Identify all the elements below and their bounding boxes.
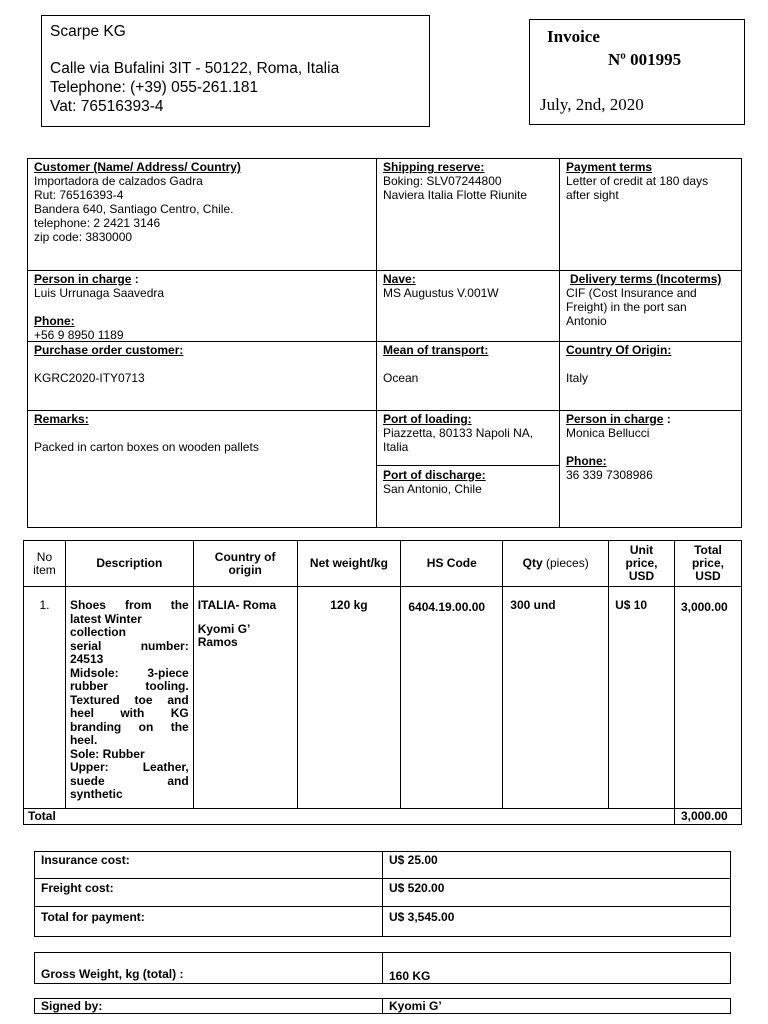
customer-name: Importadora de calzados Gadra [34,174,203,188]
invoice-date: July, 2nd, 2020 [540,95,644,114]
item-net-weight: 120 kg [297,587,401,809]
items-total-row [24,809,742,825]
item-no: 1. [24,587,66,809]
header-qty: Qty (pieces) [503,541,609,587]
gross-weight-box [34,952,731,984]
item-unit-price: U$ 10 [609,587,675,809]
origin-cell [566,343,671,385]
company-header [41,15,430,127]
costs-box [34,851,731,937]
header-net-weight: Net weight/kg [297,541,401,587]
shipping-carrier: Naviera Italia Flotte Riunite [383,188,528,202]
item-description: Shoes from the latest Winter collection serial number: 24513 Midsole: 3-piece rubber tooling. Textured toe and heel with KG branding on the heel. Sole: Rubber Upper: Leather, suede and synthetic [65,587,193,809]
loading-cell [383,412,533,454]
company-name: Scarpe KG [50,23,126,40]
person-seller-cell [566,412,671,482]
customer-address: Bandera 640, Santiago Centro, Chile. [34,202,234,216]
payment-label: Payment terms [566,160,653,174]
purchase-order-label: Purchase order customer: [34,343,184,357]
origin-label: Country Of Origin: [566,343,672,357]
header-unit-price: Unit price, USD [609,541,675,587]
gross-weight-label: Gross Weight, kg (total) : [41,967,184,981]
item-qty: 300 und [503,587,609,809]
customer-telephone: telephone: 2 2421 3146 [34,216,161,230]
remarks-label: Remarks: [34,412,89,426]
item-hs-code: 6404.19.00.00 [401,587,503,809]
loading-label: Port of loading: [383,412,472,426]
shipping-cell [383,160,527,202]
invoice-box [529,19,745,125]
freight-label: Freight cost: [41,881,114,895]
signed-label: Signed by: [41,999,103,1013]
customer-label: Customer (Name/ Address/ Country) [34,160,241,174]
header-country: Country of origin [193,541,297,587]
insurance-label: Insurance cost: [41,853,130,867]
shipment-info-grid [27,158,742,528]
nave-label: Nave: [383,272,416,286]
items-header-row [24,541,742,587]
signed-box [34,998,731,1014]
transport-cell [383,343,488,385]
header-description: Description [65,541,193,587]
items-total-value: 3,000.00 [674,809,741,825]
shipping-label: Shipping reserve: [383,160,485,174]
payment-line-2: after sight [566,188,619,202]
person-seller-label: Person in charge [566,412,664,426]
person-seller-phone: 36 339 7308986 [566,468,653,482]
purchase-order-cell [34,343,183,385]
person-customer-cell [34,272,164,342]
remarks-cell [34,412,259,454]
customer-cell [34,160,241,244]
nave-cell [383,272,499,300]
company-vat: Vat: 76516393-4 [50,98,164,115]
delivery-line-3: Antonio [566,314,607,328]
nave-value: MS Augustus V.001W [383,286,499,300]
person-seller-colon: : [663,412,671,426]
loading-line-1: Piazzetta, 80133 Napoli NA, [383,426,534,440]
delivery-line-2: Freight) in the port san [566,300,687,314]
discharge-cell [383,468,486,496]
total-payment-value: U$ 3,545.00 [389,910,455,924]
freight-value: U$ 520.00 [389,881,445,895]
transport-value: Ocean [383,371,419,385]
company-address: Calle via Bufalini 3IT - 50122, Roma, Italia [50,60,340,77]
person-customer-label: Person in charge [34,272,132,286]
items-table [23,540,742,825]
transport-label: Mean of transport: [383,343,489,357]
customer-zip: zip code: 3830000 [34,230,133,244]
payment-cell [566,160,708,202]
invoice-title: Invoice [547,27,600,46]
item-country: ITALIA- Roma Kyomi G’ Ramos [193,587,297,809]
delivery-cell [570,272,721,286]
loading-line-2: Italia [383,440,409,454]
header-hs-code: HS Code [401,541,503,587]
header-total-price: Total price, USD [674,541,741,587]
discharge-label: Port of discharge: [383,468,486,482]
items-total-label: Total [24,809,675,825]
person-seller-phone-label: Phone: [566,454,607,468]
origin-value: Italy [566,371,589,385]
person-customer-name: Luis Urrunaga Saavedra [34,286,165,300]
customer-rut: Rut: 76516393-4 [34,188,124,202]
person-customer-colon: : [131,272,139,286]
payment-line-1: Letter of credit at 180 days [566,174,709,188]
remarks-value: Packed in carton boxes on wooden pallets [34,440,259,454]
person-customer-phone-label: Phone: [34,314,75,328]
delivery-line-1: CIF (Cost Insurance and [566,286,697,300]
discharge-value: San Antonio, Chile [383,482,482,496]
signed-value: Kyomi G’ [389,999,442,1013]
purchase-order-value: KGRC2020-ITY0713 [34,371,145,385]
total-payment-label: Total for payment: [41,910,145,924]
person-customer-phone: +56 9 8950 1189 [34,328,124,342]
invoice-number: Nº 001995 [608,50,682,69]
person-seller-name: Monica Bellucci [566,426,650,440]
company-telephone: Telephone: (+39) 055-261.181 [50,79,259,96]
insurance-value: U$ 25.00 [389,853,438,867]
delivery-label: Delivery terms (Incoterms) [570,272,722,286]
shipping-booking: Boking: SLV07244800 [383,174,502,188]
header-no-item: No item [24,541,66,587]
table-row [24,587,742,809]
item-total-price: 3,000.00 [674,587,741,809]
gross-weight-value: 160 KG [389,969,431,983]
